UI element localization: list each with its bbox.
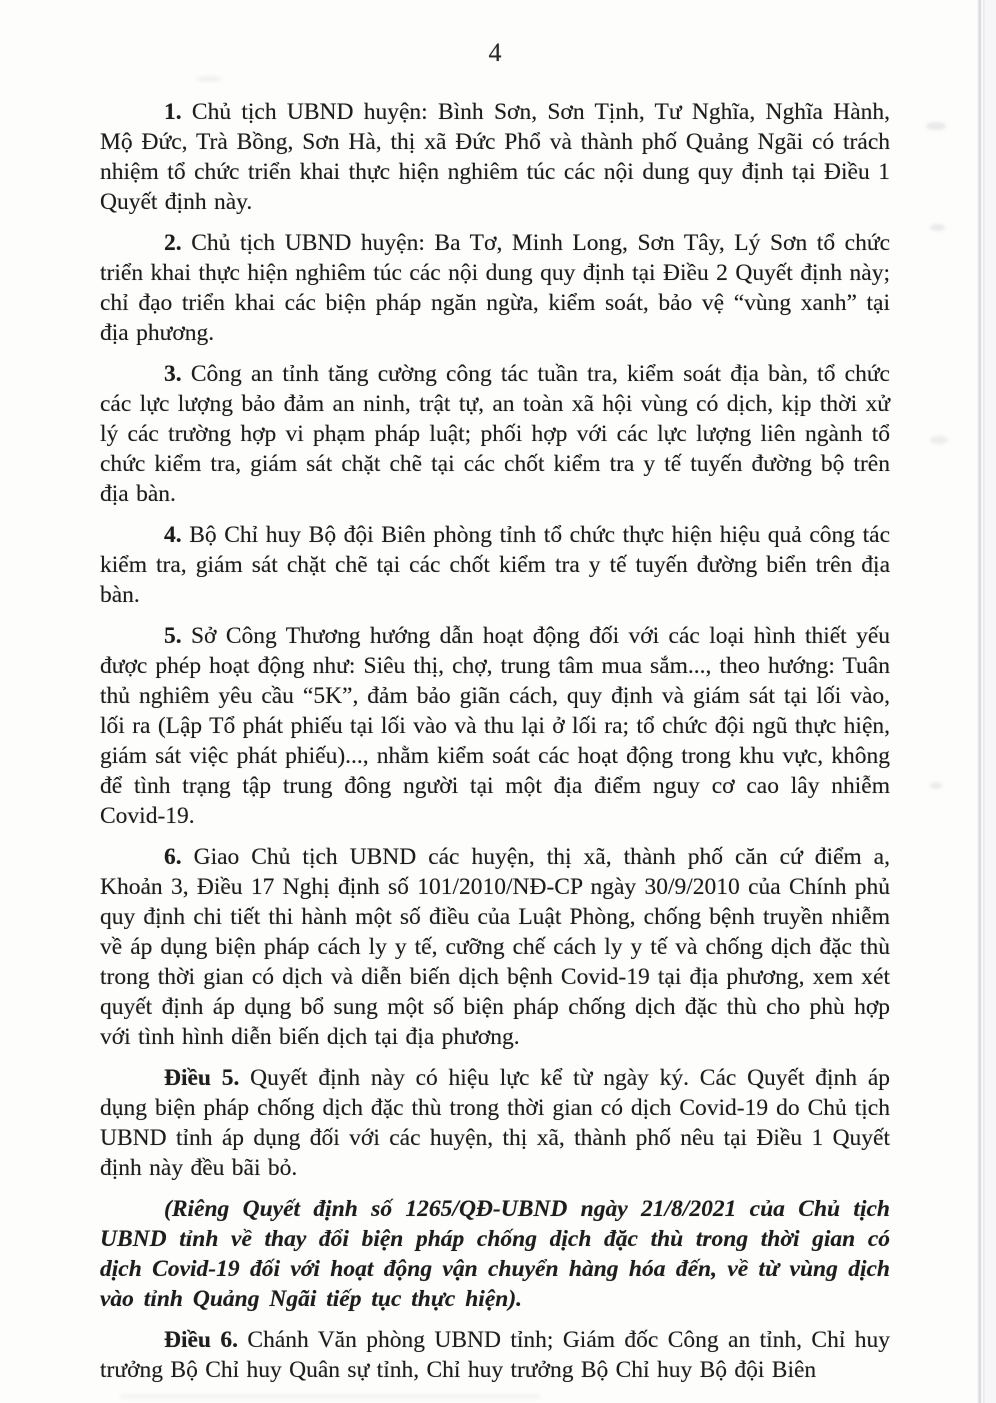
- paragraph: [100, 97, 890, 217]
- paragraph: [100, 842, 890, 1052]
- paragraph-text: Quyết định này có hiệu lực kể từ ngày ký. Các Quyết định áp dụng biện pháp chống dịch đặc thù trong thời gian có dịch Covid-19 do Chủ tịch UBND tỉnh áp dụng đối với các huyện, thị xã, thành phố nêu tại Điều 1 Quyết định này đều bãi bỏ.: [100, 1065, 890, 1181]
- paragraph-lead: 3.: [164, 361, 182, 387]
- scan-smudge: [930, 224, 945, 231]
- paragraph-text: Chánh Văn phòng UBND tỉnh; Giám đốc Công an tỉnh, Chỉ huy trưởng Bộ Chỉ huy Quân sự tỉnh, Chỉ huy trưởng Bộ Chỉ huy Bộ đội Biên: [100, 1327, 891, 1383]
- paragraph: [100, 621, 890, 831]
- scan-smudge: [196, 76, 222, 82]
- page-number: 4: [488, 38, 502, 67]
- paragraph-text: Sở Công Thương hướng dẫn hoạt động đối với các loại hình thiết yếu được phép hoạt động như: Siêu thị, chợ, trung tâm mua sắm..., theo hướng: Tuân thủ nghiêm yêu cầu “5K”, đảm bảo giãn cách, quy định và giám sát tại lối vào, lối ra (Lập Tổ phát phiếu tại lối vào và thu lại ở lối ra; tổ chức đội ngũ thực hiện, giám sát việc phát phiếu)..., nhằm kiểm soát các hoạt động trong khu vực, không để tình trạng tập trung đông người tại một địa điểm nguy cơ cao lây nhiễm Covid-19.: [100, 623, 890, 829]
- paragraph-text: Bộ Chỉ huy Bộ đội Biên phòng tỉnh tổ chức thực hiện hiệu quả công tác kiểm tra, giám sát chặt chẽ tại các chốt kiểm tra y tế tuyến đường biển trên địa bàn.: [100, 522, 890, 608]
- paragraph-lead: 5.: [164, 623, 182, 649]
- paragraph: [100, 228, 890, 348]
- paragraph-lead: Điều 5.: [164, 1065, 240, 1091]
- paragraph: [100, 1325, 890, 1385]
- paragraph-text: Công an tỉnh tăng cường công tác tuần tra, kiểm soát địa bàn, tổ chức các lực lượng bảo đảm an ninh, trật tự, an toàn xã hội vùng có dịch, kịp thời xử lý các trường hợp vi phạm pháp luật; phối hợp với các lực lượng liên ngành tổ chức kiểm tra, giám sát chặt chẽ tại các chốt kiểm tra y tế tuyến đường bộ trên địa bàn.: [100, 361, 890, 507]
- scan-smudge: [930, 436, 948, 444]
- paragraph-text: Chủ tịch UBND huyện: Bình Sơn, Sơn Tịnh, Tư Nghĩa, Nghĩa Hành, Mộ Đức, Trà Bồng, Sơn Hà, thị xã Đức Phổ và thành phố Quảng Ngãi có trách nhiệm tổ chức triển khai thực hiện nghiêm túc các nội dung quy định tại Điều 1 Quyết định này.: [100, 99, 890, 215]
- paragraph-text: Giao Chủ tịch UBND các huyện, thị xã, thành phố căn cứ điểm a, Khoản 3, Điều 17 Nghị định số 101/2010/NĐ-CP ngày 30/9/2010 của Chính phủ quy định chi tiết thi hành một số điều của Luật Phòng, chống bệnh truyền nhiễm về áp dụng biện pháp cách ly y tế, cưỡng chế cách ly y tế và chống dịch đặc thù trong thời gian có dịch và diễn biến dịch bệnh Covid-19 tại địa phương, xem xét quyết định áp dụng bổ sung một số biện pháp chống dịch đặc thù cho phù hợp với tình hình diễn biến dịch tại địa phương.: [100, 844, 890, 1050]
- paragraph-lead: 1.: [164, 99, 182, 125]
- paragraph-lead: 2.: [164, 230, 182, 256]
- paragraph: [100, 1194, 890, 1314]
- scan-smudge: [926, 122, 946, 130]
- paragraph: [100, 359, 890, 509]
- paragraph-lead: 6.: [164, 844, 182, 870]
- scan-edge-artifact: [977, 0, 985, 1403]
- paragraph-text: (Riêng Quyết định số 1265/QĐ-UBND ngày 21/8/2021 của Chủ tịch UBND tỉnh về thay đổi biện pháp chống dịch đặc thù trong thời gian có dịch Covid-19 đối với hoạt động vận chuyển hàng hóa đến, về từ vùng dịch vào tỉnh Quảng Ngãi tiếp tục thực hiện).: [100, 1196, 890, 1312]
- paragraph: [100, 1063, 890, 1183]
- paragraph-lead: 4.: [164, 522, 182, 548]
- paragraph-text: Chủ tịch UBND huyện: Ba Tơ, Minh Long, Sơn Tây, Lý Sơn tổ chức triển khai thực hiện nghiêm túc các nội dung quy định tại Điều 2 Quyết định này; chỉ đạo triển khai các biện pháp ngăn ngừa, kiểm soát, bảo vệ “vùng xanh” tại địa phương.: [100, 230, 890, 346]
- paragraph-lead: Điều 6.: [164, 1327, 239, 1353]
- paragraph: [100, 520, 890, 610]
- document-body: [100, 97, 890, 1396]
- scan-smudge: [930, 782, 942, 789]
- scan-right-strip: [984, 0, 996, 1403]
